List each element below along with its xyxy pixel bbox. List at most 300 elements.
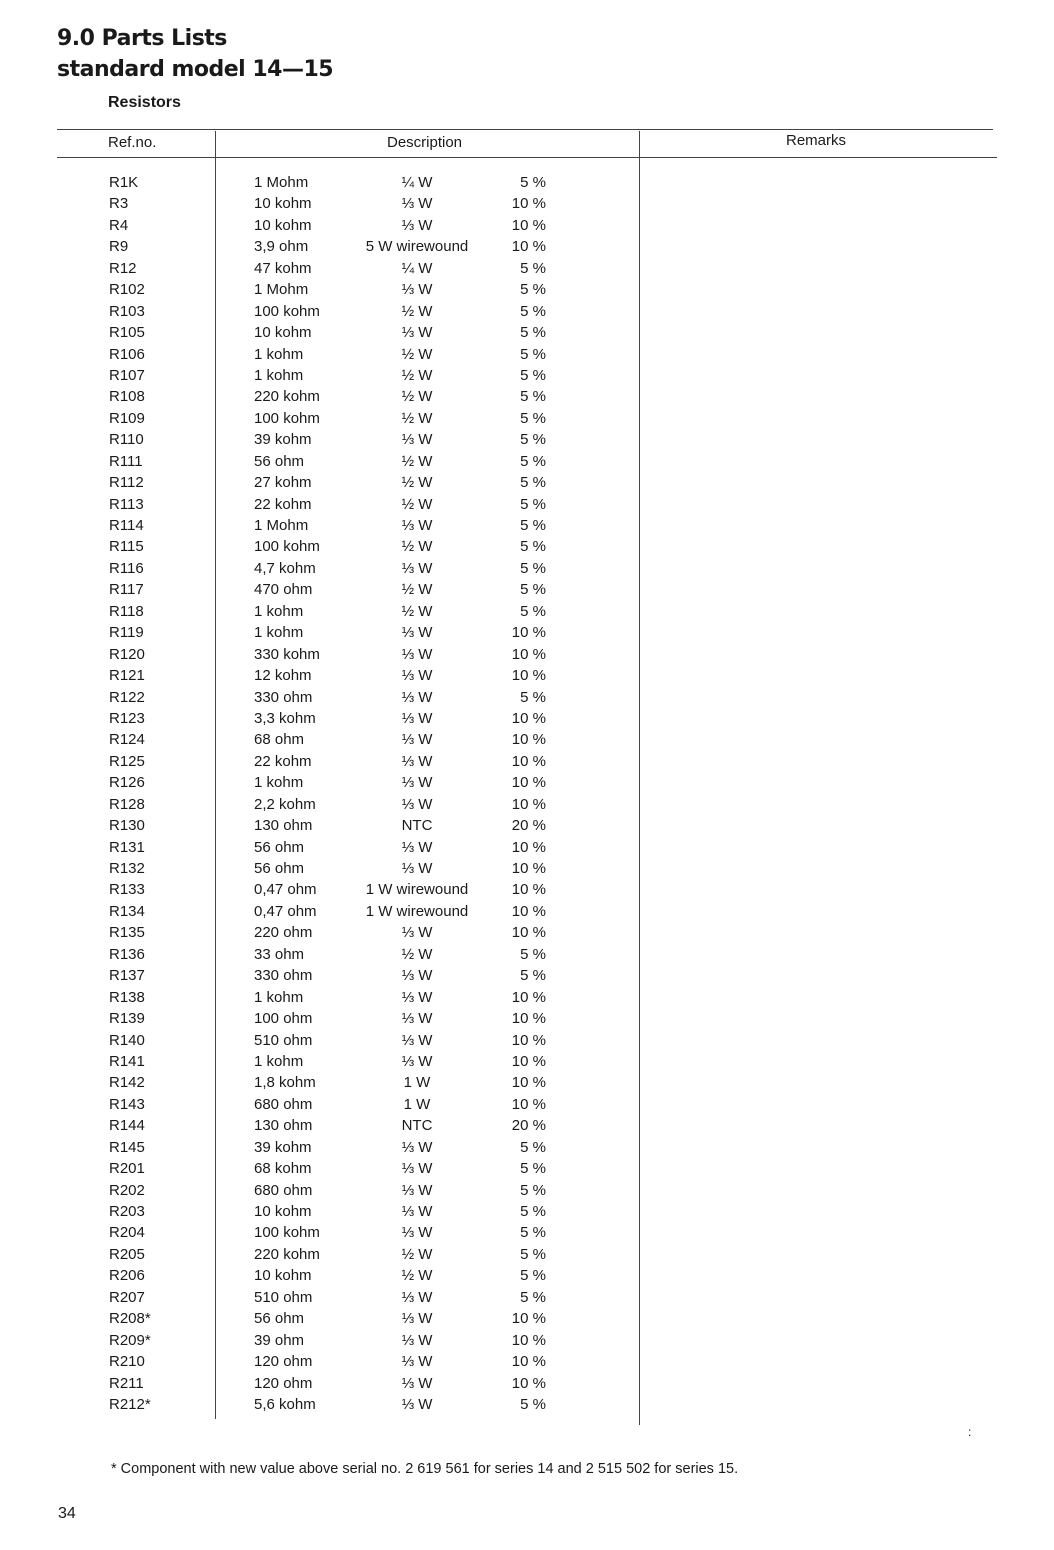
- tolerance-cell: 5 %: [520, 1138, 546, 1156]
- footnote: * Component with new value above serial no. 2 619 561 for series 14 and 2 515 502 for series 15.: [111, 1461, 739, 1477]
- ref-cell: R106: [109, 345, 145, 363]
- value-cell: 1 kohm: [254, 988, 304, 1006]
- power-cell: ⅓ W: [401, 860, 433, 877]
- ref-cell: R203: [109, 1203, 145, 1220]
- tolerance-cell: 10 %: [511, 645, 546, 663]
- value-cell: 1 kohm: [254, 345, 304, 363]
- value-cell: 56 ohm: [254, 1310, 305, 1328]
- tolerance-cell: 10 %: [511, 1031, 546, 1049]
- tolerance-cell: 5 %: [520, 495, 546, 513]
- value-cell: 100 kohm: [254, 302, 320, 320]
- power-cell: ⅓ W: [401, 667, 433, 685]
- ref-cell: R138: [109, 988, 145, 1006]
- ref-cell: R206: [109, 1267, 145, 1285]
- ref-cell: R12: [109, 259, 137, 277]
- power-cell: ⅓ W: [401, 517, 433, 534]
- ref-cell: R109: [109, 409, 145, 427]
- table-row: [0, 601, 1054, 622]
- tolerance-cell: 10 %: [511, 624, 546, 642]
- power-cell: ¼ W: [401, 259, 433, 277]
- tolerance-cell: 5 %: [520, 409, 546, 427]
- ref-cell: R132: [109, 860, 145, 877]
- ref-cell: R1K: [109, 174, 139, 191]
- table-row: [0, 1115, 1054, 1136]
- ref-cell: R113: [109, 495, 144, 513]
- table-row: [0, 536, 1054, 557]
- value-cell: 10 kohm: [254, 216, 312, 234]
- value-cell: 5,6 kohm: [254, 1395, 316, 1413]
- value-cell: 100 ohm: [254, 1010, 313, 1028]
- power-cell: NTC: [401, 1117, 433, 1135]
- ref-cell: R202: [109, 1181, 145, 1199]
- power-cell: ⅓ W: [401, 688, 433, 706]
- power-cell: ½ W: [401, 1267, 433, 1285]
- tolerance-cell: 5 %: [520, 1203, 546, 1220]
- tolerance-cell: 10 %: [511, 752, 546, 770]
- value-cell: 0,47 ohm: [254, 881, 317, 899]
- table-row: [0, 451, 1054, 472]
- power-cell: ⅓ W: [401, 559, 433, 577]
- ref-cell: R204: [109, 1224, 145, 1242]
- table-row: [0, 386, 1054, 407]
- value-cell: 330 kohm: [254, 645, 320, 663]
- power-cell: ½ W: [401, 388, 433, 406]
- table-row: [0, 1330, 1054, 1351]
- tolerance-cell: 10 %: [511, 1010, 546, 1028]
- power-cell: ⅓ W: [401, 431, 433, 449]
- value-cell: 10 kohm: [254, 195, 312, 213]
- value-cell: 220 ohm: [254, 924, 313, 942]
- ref-cell: R3: [109, 195, 129, 213]
- value-cell: 220 kohm: [254, 388, 320, 406]
- power-cell: ⅓ W: [401, 624, 433, 642]
- table-row: [0, 987, 1054, 1008]
- tolerance-cell: 5 %: [520, 1245, 546, 1263]
- ref-cell: R142: [109, 1074, 145, 1092]
- power-cell: ⅓ W: [401, 324, 433, 342]
- ref-cell: R103: [109, 302, 145, 320]
- power-cell: ⅓ W: [401, 1052, 433, 1070]
- column-header-remarks: Remarks: [786, 132, 847, 149]
- table-row: [0, 515, 1054, 536]
- value-cell: 680 ohm: [254, 1181, 313, 1199]
- ref-cell: R119: [109, 624, 144, 642]
- power-cell: ½ W: [401, 495, 433, 513]
- table-row: [0, 494, 1054, 515]
- value-cell: 22 kohm: [254, 495, 312, 513]
- value-cell: 1 Mohm: [254, 174, 309, 191]
- power-cell: ⅓ W: [401, 1374, 433, 1392]
- tolerance-cell: 20 %: [511, 1117, 546, 1135]
- ref-cell: R125: [109, 752, 145, 770]
- value-cell: 68 kohm: [254, 1160, 312, 1178]
- value-cell: 1 Mohm: [254, 281, 309, 299]
- power-cell: ⅓ W: [401, 1010, 433, 1028]
- tolerance-cell: 5 %: [520, 174, 546, 191]
- section-title: 9.0 Parts Lists: [57, 26, 227, 51]
- power-cell: ½ W: [401, 581, 433, 599]
- ref-cell: R134: [109, 902, 145, 920]
- table-row: [0, 1072, 1054, 1093]
- value-cell: 56 ohm: [254, 838, 305, 856]
- ref-cell: R144: [109, 1117, 145, 1135]
- power-cell: ½ W: [401, 345, 433, 363]
- power-cell: ⅓ W: [401, 1310, 433, 1328]
- value-cell: 330 ohm: [254, 688, 313, 706]
- value-cell: 47 kohm: [254, 259, 312, 277]
- value-cell: 10 kohm: [254, 1267, 312, 1285]
- power-cell: ½ W: [401, 538, 433, 556]
- tolerance-cell: 5 %: [520, 324, 546, 342]
- tolerance-cell: 5 %: [520, 345, 546, 363]
- tolerance-cell: 5 %: [520, 967, 546, 985]
- ref-cell: R137: [109, 967, 145, 985]
- power-cell: ⅓ W: [401, 988, 433, 1006]
- table-row: [0, 1222, 1054, 1243]
- column-header-ref: Ref.no.: [108, 134, 157, 151]
- table-row: [0, 965, 1054, 986]
- ref-cell: R145: [109, 1138, 145, 1156]
- tolerance-cell: 10 %: [511, 860, 546, 877]
- table-row: [0, 665, 1054, 686]
- value-cell: 10 kohm: [254, 1203, 312, 1220]
- power-cell: ½ W: [401, 1245, 433, 1263]
- ref-cell: R102: [109, 281, 145, 299]
- tolerance-cell: 5 %: [520, 688, 546, 706]
- value-cell: 27 kohm: [254, 474, 312, 492]
- ref-cell: R143: [109, 1095, 145, 1113]
- table-row: [0, 1287, 1054, 1308]
- ref-cell: R110: [109, 431, 144, 449]
- table-row: [0, 687, 1054, 708]
- ref-cell: R105: [109, 324, 145, 342]
- ref-cell: R140: [109, 1031, 145, 1049]
- power-cell: ½ W: [401, 409, 433, 427]
- value-cell: 120 ohm: [254, 1353, 313, 1371]
- value-cell: 130 ohm: [254, 817, 313, 835]
- value-cell: 56 ohm: [254, 452, 305, 470]
- power-cell: ⅓ W: [401, 1160, 433, 1178]
- table-row: [0, 1201, 1054, 1222]
- ref-cell: R135: [109, 924, 145, 942]
- power-cell: ½ W: [401, 366, 433, 384]
- table-row: [0, 1373, 1054, 1394]
- table-row: [0, 901, 1054, 922]
- tolerance-cell: 10 %: [511, 838, 546, 856]
- tolerance-cell: 10 %: [511, 216, 546, 234]
- value-cell: 330 ohm: [254, 967, 313, 985]
- table-row: [0, 1051, 1054, 1072]
- margin-marks: :: [968, 1425, 972, 1439]
- ref-cell: R136: [109, 945, 145, 963]
- ref-cell: R120: [109, 645, 145, 663]
- power-cell: ⅓ W: [401, 1203, 433, 1220]
- ref-cell: R139: [109, 1010, 145, 1028]
- table-row: [0, 1008, 1054, 1029]
- table-row: [0, 429, 1054, 450]
- value-cell: 4,7 kohm: [254, 559, 316, 577]
- tolerance-cell: 10 %: [511, 902, 546, 920]
- tolerance-cell: 5 %: [520, 1181, 546, 1199]
- ref-cell: R118: [109, 602, 144, 620]
- power-cell: ⅓ W: [401, 795, 433, 813]
- tolerance-cell: 10 %: [511, 1310, 546, 1328]
- tolerance-cell: 10 %: [511, 709, 546, 727]
- table-row: [0, 344, 1054, 365]
- tolerance-cell: 10 %: [511, 881, 546, 899]
- tolerance-cell: 10 %: [511, 238, 546, 256]
- power-cell: ½ W: [401, 302, 433, 320]
- tolerance-cell: 5 %: [520, 945, 546, 963]
- tolerance-cell: 5 %: [520, 259, 546, 277]
- table-row: [0, 815, 1054, 836]
- value-cell: 68 ohm: [254, 731, 305, 749]
- ref-cell: R4: [109, 216, 129, 234]
- table-row: [0, 772, 1054, 793]
- value-cell: 1 kohm: [254, 624, 304, 642]
- table-row: [0, 751, 1054, 772]
- power-cell: ⅓ W: [401, 1138, 433, 1156]
- table-row: [0, 279, 1054, 300]
- table-row: [0, 1180, 1054, 1201]
- table-row: [0, 1308, 1054, 1329]
- power-cell: ⅓ W: [401, 924, 433, 942]
- tolerance-cell: 5 %: [520, 388, 546, 406]
- value-cell: 1 kohm: [254, 366, 304, 384]
- table-header-rule: [57, 157, 997, 158]
- value-cell: 39 ohm: [254, 1331, 305, 1349]
- value-cell: 1 kohm: [254, 774, 304, 792]
- tolerance-cell: 10 %: [511, 1374, 546, 1392]
- ref-cell: R130: [109, 817, 145, 835]
- ref-cell: R126: [109, 774, 145, 792]
- power-cell: 1 W: [403, 1074, 431, 1092]
- value-cell: 3,3 kohm: [254, 709, 316, 727]
- table-row: [0, 193, 1054, 214]
- value-cell: 470 ohm: [254, 581, 313, 599]
- ref-cell: R123: [109, 709, 145, 727]
- value-cell: 1 kohm: [254, 1052, 304, 1070]
- power-cell: ⅓ W: [401, 1395, 433, 1413]
- value-cell: 1 kohm: [254, 602, 304, 620]
- tolerance-cell: 5 %: [520, 1224, 546, 1242]
- table-row: [0, 1094, 1054, 1115]
- power-cell: ⅓ W: [401, 195, 433, 213]
- ref-cell: R141: [109, 1052, 145, 1070]
- power-cell: ⅓ W: [401, 216, 433, 234]
- ref-cell: R211: [109, 1374, 144, 1392]
- table-row: [0, 1137, 1054, 1158]
- ref-cell: R212*: [109, 1395, 151, 1413]
- power-cell: ½ W: [401, 474, 433, 492]
- ref-cell: R108: [109, 388, 145, 406]
- tolerance-cell: 10 %: [511, 774, 546, 792]
- tolerance-cell: 10 %: [511, 1074, 546, 1092]
- power-cell: ⅓ W: [401, 1353, 433, 1371]
- ref-cell: R9: [109, 238, 129, 256]
- power-cell: ½ W: [401, 945, 433, 963]
- value-cell: 1,8 kohm: [254, 1074, 316, 1092]
- table-row: [0, 579, 1054, 600]
- value-cell: 220 kohm: [254, 1245, 320, 1263]
- ref-cell: R122: [109, 688, 145, 706]
- tolerance-cell: 10 %: [511, 1052, 546, 1070]
- tolerance-cell: 10 %: [511, 1331, 546, 1349]
- tolerance-cell: 10 %: [511, 667, 546, 685]
- power-cell: ⅓ W: [401, 774, 433, 792]
- table-row: [0, 215, 1054, 236]
- tolerance-cell: 5 %: [520, 302, 546, 320]
- table-row: [0, 1394, 1054, 1415]
- tolerance-cell: 5 %: [520, 474, 546, 492]
- power-cell: ⅓ W: [401, 838, 433, 856]
- value-cell: 56 ohm: [254, 860, 305, 877]
- power-cell: ⅓ W: [401, 731, 433, 749]
- table-row: [0, 558, 1054, 579]
- power-cell: ¼ W: [401, 174, 433, 191]
- value-cell: 100 kohm: [254, 538, 320, 556]
- ref-cell: R124: [109, 731, 145, 749]
- ref-cell: R210: [109, 1353, 145, 1371]
- table-row: [0, 794, 1054, 815]
- table-row: [0, 1158, 1054, 1179]
- table-row: [0, 944, 1054, 965]
- tolerance-cell: 5 %: [520, 1395, 546, 1413]
- table-row: [0, 858, 1054, 879]
- tolerance-cell: 5 %: [520, 517, 546, 534]
- power-cell: ½ W: [401, 602, 433, 620]
- ref-cell: R131: [109, 838, 145, 856]
- power-cell: ⅓ W: [401, 1288, 433, 1306]
- model-title: standard model 14—15: [57, 57, 334, 82]
- table-row: [0, 837, 1054, 858]
- table-row: [0, 879, 1054, 900]
- table-row: [0, 258, 1054, 279]
- value-cell: 100 kohm: [254, 409, 320, 427]
- table-row: [0, 1351, 1054, 1372]
- power-cell: ⅓ W: [401, 752, 433, 770]
- power-cell: ½ W: [401, 452, 433, 470]
- value-cell: 100 kohm: [254, 1224, 320, 1242]
- power-cell: ⅓ W: [401, 281, 433, 299]
- table-row: [0, 472, 1054, 493]
- table-row: [0, 922, 1054, 943]
- ref-cell: R133: [109, 881, 145, 899]
- ref-cell: R115: [109, 538, 144, 556]
- ref-cell: R209*: [109, 1331, 151, 1349]
- tolerance-cell: 5 %: [520, 281, 546, 299]
- power-cell: ⅓ W: [401, 1224, 433, 1242]
- ref-cell: R128: [109, 795, 145, 813]
- resistor-table-body: [0, 172, 1054, 1415]
- ref-cell: R205: [109, 1245, 145, 1263]
- table-row: [0, 365, 1054, 386]
- power-cell: ⅓ W: [401, 645, 433, 663]
- power-cell: ⅓ W: [401, 1181, 433, 1199]
- table-row: [0, 408, 1054, 429]
- tolerance-cell: 10 %: [511, 795, 546, 813]
- power-cell: ⅓ W: [401, 967, 433, 985]
- table-row: [0, 1030, 1054, 1051]
- ref-cell: R112: [109, 474, 144, 492]
- ref-cell: R114: [109, 517, 144, 534]
- tolerance-cell: 5 %: [520, 538, 546, 556]
- ref-cell: R207: [109, 1288, 145, 1306]
- table-top-rule: [57, 129, 993, 130]
- tolerance-cell: 5 %: [520, 1267, 546, 1285]
- value-cell: 12 kohm: [254, 667, 312, 685]
- tolerance-cell: 5 %: [520, 559, 546, 577]
- table-row: [0, 644, 1054, 665]
- table-row: [0, 1244, 1054, 1265]
- tolerance-cell: 10 %: [511, 731, 546, 749]
- value-cell: 510 ohm: [254, 1288, 313, 1306]
- power-cell: ⅓ W: [401, 1331, 433, 1349]
- page-number: 34: [58, 1505, 76, 1522]
- value-cell: 22 kohm: [254, 752, 312, 770]
- table-row: [0, 301, 1054, 322]
- ref-cell: R111: [109, 452, 143, 470]
- power-cell: NTC: [401, 817, 433, 835]
- tolerance-cell: 5 %: [520, 431, 546, 449]
- table-row: [0, 708, 1054, 729]
- ref-cell: R116: [109, 559, 144, 577]
- value-cell: 33 ohm: [254, 945, 305, 963]
- ref-cell: R107: [109, 366, 145, 384]
- value-cell: 39 kohm: [254, 431, 312, 449]
- ref-cell: R201: [109, 1160, 145, 1178]
- value-cell: 120 ohm: [254, 1374, 313, 1392]
- table-row: [0, 1265, 1054, 1286]
- ref-cell: R121: [109, 667, 145, 685]
- value-cell: 680 ohm: [254, 1095, 313, 1113]
- power-cell: ⅓ W: [401, 709, 433, 727]
- ref-cell: R117: [109, 581, 144, 599]
- value-cell: 1 Mohm: [254, 517, 309, 534]
- value-cell: 39 kohm: [254, 1138, 312, 1156]
- tolerance-cell: 5 %: [520, 1288, 546, 1306]
- tolerance-cell: 5 %: [520, 366, 546, 384]
- tolerance-cell: 10 %: [511, 924, 546, 942]
- ref-cell: R208*: [109, 1310, 151, 1328]
- subtitle-resistors: Resistors: [108, 94, 181, 111]
- table-row: [0, 236, 1054, 257]
- value-cell: 3,9 ohm: [254, 238, 309, 256]
- power-cell: 1 W wirewound: [365, 881, 469, 899]
- value-cell: 510 ohm: [254, 1031, 313, 1049]
- table-row: [0, 729, 1054, 750]
- value-cell: 0,47 ohm: [254, 902, 317, 920]
- value-cell: 10 kohm: [254, 324, 312, 342]
- power-cell: ⅓ W: [401, 1031, 433, 1049]
- value-cell: 2,2 kohm: [254, 795, 316, 813]
- power-cell: 5 W wirewound: [365, 238, 469, 256]
- power-cell: 1 W: [403, 1095, 431, 1113]
- tolerance-cell: 10 %: [511, 988, 546, 1006]
- tolerance-cell: 5 %: [520, 452, 546, 470]
- power-cell: 1 W wirewound: [365, 902, 469, 920]
- column-header-description: Description: [387, 134, 463, 151]
- value-cell: 130 ohm: [254, 1117, 313, 1135]
- table-row: [0, 622, 1054, 643]
- tolerance-cell: 5 %: [520, 602, 546, 620]
- tolerance-cell: 20 %: [511, 817, 546, 835]
- tolerance-cell: 5 %: [520, 581, 546, 599]
- tolerance-cell: 10 %: [511, 195, 546, 213]
- table-row: [0, 172, 1054, 193]
- tolerance-cell: 10 %: [511, 1095, 546, 1113]
- tolerance-cell: 5 %: [520, 1160, 546, 1178]
